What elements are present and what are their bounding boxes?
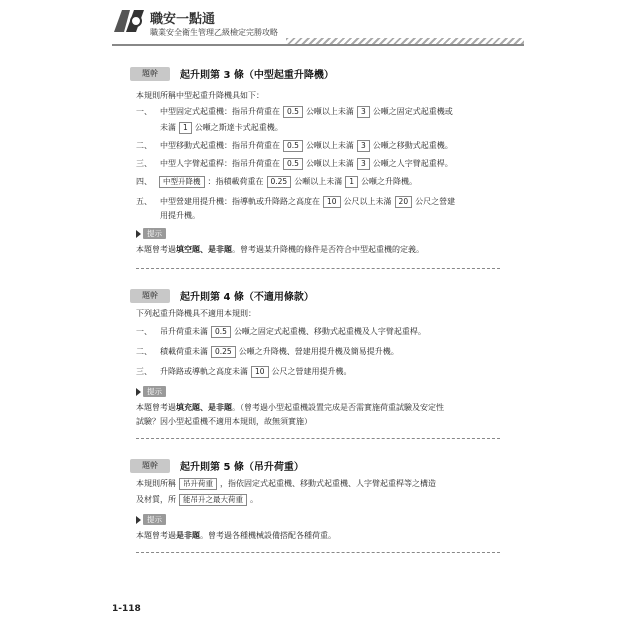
page-number: 1-118	[112, 604, 141, 614]
body-line: 及材質，所 能吊升之最大荷重 。	[136, 495, 258, 504]
answer-blank: 10	[251, 366, 269, 378]
body-line: 本規則所稱 吊升荷重 ，指依固定式起重機、移動式起重機、人字臂起重桿等之構造	[136, 479, 436, 488]
answer-blank: 吊升荷重	[179, 478, 217, 490]
section-title: 起升則第 5 條（吊升荷重）	[180, 462, 304, 473]
answer-blank: 3	[357, 106, 370, 118]
item-number: 一、	[136, 107, 152, 116]
arrow-right-icon	[136, 388, 141, 396]
item-number: 一、	[136, 327, 152, 336]
item-number: 五、	[136, 197, 152, 206]
answer-blank: 0.5	[283, 106, 303, 118]
item-number: 四、	[136, 177, 152, 186]
answer-blank: 0.25	[267, 176, 292, 188]
list-item: 中型營建用提升機：指導軌或升降路之高度在 10 公尺以上未滿 20 公尺之營建	[160, 197, 456, 206]
section-divider	[136, 268, 500, 269]
answer-blank: 0.25	[211, 346, 236, 358]
answer-blank: 0.5	[283, 140, 303, 152]
hint-text: 試驗？因小型起重機不適用本規則，故無須實施）	[136, 417, 312, 426]
answer-blank: 3	[357, 158, 370, 170]
header-rule	[112, 44, 524, 46]
answer-blank: 中型升降機	[159, 176, 205, 188]
item-number: 二、	[136, 347, 152, 356]
answer-blank: 1	[345, 176, 358, 188]
section-intro: 本規則所稱中型起重升降機具如下：	[136, 91, 264, 100]
book-logo-icon	[112, 6, 146, 36]
section-divider	[136, 438, 500, 439]
question-tag: 題幹	[130, 459, 170, 473]
answer-blank: 0.5	[283, 158, 303, 170]
arrow-right-icon	[136, 516, 141, 524]
hint-badge	[136, 514, 166, 525]
answer-blank: 1	[179, 122, 192, 134]
item-number: 三、	[136, 159, 152, 168]
section-3-heading	[130, 458, 304, 473]
list-item: 中型固定式起重機：指吊升荷重在 0.5 公噸以上未滿 3 公噸之固定式起重機或	[160, 107, 453, 116]
list-item: 未滿 1 公噸之斯達卡式起重機。	[160, 123, 283, 132]
list-item: 積載荷重未滿 0.25 公噸之升降機、營建用提升機及簡易提升機。	[160, 347, 399, 356]
section-1-heading	[130, 66, 334, 81]
hint-text: 本題曾考過是非題。曾考過各種機械設備搭配各種荷重。	[136, 531, 336, 540]
book-title: 職安一點通	[150, 12, 216, 27]
arrow-right-icon	[136, 230, 141, 238]
list-item: 中型升降機 ：指積載荷重在 0.25 公噸以上未滿 1 公噸之升降機。	[156, 176, 417, 188]
list-item: 吊升荷重未滿 0.5 公噸之固定式起重機、移動式起重機及人字臂起重桿。	[160, 327, 426, 336]
answer-blank: 0.5	[211, 326, 231, 338]
book-subtitle: 職業安全衛生管理乙級檢定完勝攻略	[150, 28, 278, 37]
question-tag: 題幹	[130, 67, 170, 81]
section-intro: 下列起重升降機具不適用本規則：	[136, 309, 256, 318]
section-title: 起升則第 4 條（不適用條款）	[180, 292, 314, 303]
answer-blank: 能吊升之最大荷重	[179, 494, 247, 506]
answer-blank: 10	[323, 196, 341, 208]
hint-badge	[136, 228, 166, 239]
list-item: 升降路或導軌之高度未滿 10 公尺之營建用提升機。	[160, 367, 352, 376]
section-2-heading	[130, 288, 314, 303]
item-number: 二、	[136, 141, 152, 150]
hint-label: 提示	[143, 386, 166, 397]
section-divider	[136, 552, 500, 553]
answer-blank: 3	[357, 140, 370, 152]
list-item: 中型移動式起重機：指吊升荷重在 0.5 公噸以上未滿 3 公噸之移動式起重機。	[160, 141, 453, 150]
answer-blank: 20	[395, 196, 413, 208]
hint-badge	[136, 386, 166, 397]
hint-label: 提示	[143, 228, 166, 239]
hint-label: 提示	[143, 514, 166, 525]
question-tag: 題幹	[130, 289, 170, 303]
hint-text: 本題曾考過填充題、是非題。（曾考過小型起重機設置完成是否需實施荷重試驗及安定性	[136, 403, 444, 412]
list-item: 用提升機。	[160, 211, 200, 220]
item-number: 三、	[136, 367, 152, 376]
list-item: 中型人字臂起重桿：指吊升荷重在 0.5 公噸以上未滿 3 公噸之人字臂起重桿。	[160, 159, 453, 168]
section-title: 起升則第 3 條（中型起重升降機）	[180, 70, 334, 81]
hint-text: 本題曾考過填空題、是非題。曾考過某升降機的條件是否符合中型起重機的定義。	[136, 245, 424, 254]
